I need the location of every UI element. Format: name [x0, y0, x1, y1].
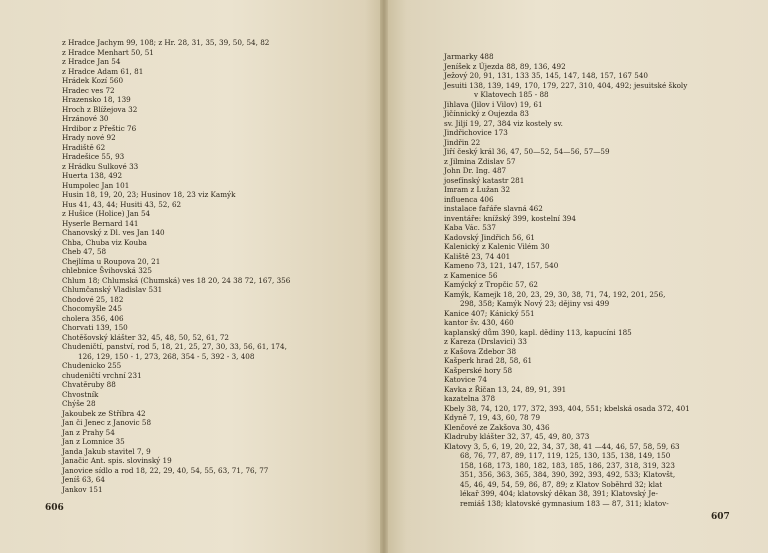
index-entry: Kamýk, Kamejk 18, 20, 23, 29, 30, 38, 71, 74, 192, 201, 256, [444, 289, 666, 299]
index-entry: Humpolec Jan 101 [62, 180, 130, 190]
index-entry: Huerta 138, 492 [62, 171, 123, 180]
index-entry: sv. Jiljí 19, 27, 384 viz kostely sv. [444, 118, 563, 128]
index-entry: Hrazensko 18, 139 [62, 95, 131, 104]
index-entry: 351, 356, 363, 365, 384, 390, 392, 393, 492, 533; Klatovšt, [460, 470, 676, 479]
right-page [384, 0, 768, 553]
index-entry: z Kareza (Drslavici) 33 [444, 337, 527, 346]
index-entry: Chudenicko 255 [62, 361, 122, 370]
index-entry: Kalenický z Kalenic Vilém 30 [444, 242, 550, 251]
index-entry: Chorvati 139, 150 [62, 323, 128, 332]
index-entry: Chlum 18; Chlumská (Chumská) ves 18 20, 24 38 72, 167, 356 [62, 275, 291, 285]
index-entry: Chýše 28 [62, 399, 96, 408]
index-entry: Hradiště 62 [62, 142, 106, 152]
index-entry: Jiří český král 36, 47, 50—52, 54—56, 57—59 [444, 147, 610, 156]
index-entry: Janovice sídlo a rod 18, 22, 29, 40, 54, 55, 63, 71, 76, 77 [62, 465, 269, 475]
index-entry: remiáš 138; klatovské gymnasium 183 — 87, 311; klatov- [460, 498, 669, 508]
index-entry: Hus 41, 43, 44; Husiti 43, 52, 62 [62, 199, 182, 209]
index-entry: Hrádek Kozí 560 [62, 76, 124, 85]
index-entry: Klenčové ze Zakšova 30, 436 [444, 422, 550, 432]
index-entry: Kašperské hory 58 [444, 365, 513, 375]
index-entry: z Hradce Jachym 99, 108; z Hr. 28, 31, 35, 39, 50, 54, 82 [62, 38, 270, 47]
index-entry: z Kašova Zdebor 38 [444, 346, 517, 356]
index-entry: z Hušice (Holice) Jan 54 [62, 209, 151, 218]
index-entry: Chejlíma u Roupova 20, 21 [62, 256, 161, 266]
index-entry: Chocomyšle 245 [62, 304, 122, 313]
index-entry: Kamýcký z Tropčic 57, 62 [444, 280, 538, 289]
index-entry: Ježový 20, 91, 131, 133 35, 145, 147, 148, 157, 167 540 [444, 71, 648, 80]
index-entry: Kadovský Jindřich 56, 61 [444, 232, 535, 242]
index-entry: z Hradce Menhart 50, 51 [62, 47, 154, 57]
index-entry: Kavka z Říčan 13, 24, 89, 91, 391 [444, 384, 567, 394]
right-page-number: 607 [711, 512, 730, 522]
index-entry: Hrdibor z Přeštic 76 [62, 123, 137, 133]
index-entry: Kašperk hrad 28, 58, 61 [444, 356, 533, 365]
index-entry: Chba, Chuba viz Kouba [62, 237, 147, 247]
index-entry: Chotěšovský klášter 32, 45, 48, 50, 52, 61, 72 [62, 332, 229, 342]
index-entry: Klatovy 3, 5, 6, 19, 20, 22, 34, 37, 38, 41 —44, 46, 57, 58, 59, 63 [444, 441, 680, 451]
index-entry: Chanovský z Dl. ves Jan 140 [62, 228, 165, 237]
index-entry: v Klatovech 185 - 88 [474, 90, 549, 99]
index-entry: Hyserle Bernard 141 [62, 218, 139, 228]
index-entry: Jankov 151 [62, 484, 103, 494]
index-entry: Imram z Lužan 32 [444, 185, 511, 194]
index-entry: Jan či Jenec z Janovic 58 [62, 418, 152, 427]
index-entry: instalace fařáře slavná 462 [444, 204, 543, 213]
index-entry: cholera 356, 406 [62, 313, 124, 323]
index-entry: Husin 18, 19, 20, 23; Husinov 18, 23 viz Kamýk [62, 190, 236, 199]
index-entry: Hradec ves 72 [62, 85, 115, 95]
index-entry: Jeníš 63, 64 [62, 475, 105, 484]
index-entry: Jesuiti 138, 139, 149, 170, 179, 227, 310, 404, 492; jesuitské školy [444, 80, 688, 90]
index-entry: Jihlava (Jilov i Vilov) 19, 61 [444, 99, 543, 109]
index-entry: z Hrádku Sulkové 33 [62, 161, 139, 171]
index-entry: Kaba Vác. 537 [444, 223, 496, 232]
index-entry: Chvatěruby 88 [62, 380, 116, 389]
index-entry: 68, 76, 77, 87, 89, 117, 119, 125, 130, 135, 138, 149, 150 [460, 451, 671, 460]
index-entry: z Jilmina Zdislav 57 [444, 156, 516, 166]
index-entry: kazatelna 378 [444, 394, 496, 403]
index-entry: Hrady nové 92 [62, 133, 116, 142]
index-entry: 298, 358; Kamýk Nový 23; dějiny vsi 499 [460, 299, 610, 308]
index-entry: Jakoubek ze Stříbra 42 [62, 408, 146, 418]
index-entry: Chvostník [62, 389, 99, 399]
index-entry: Jarmarky 488 [444, 52, 494, 61]
index-entry: inventáře: knížský 399, kostelní 394 [444, 213, 576, 223]
index-entry: John Dr. Ing. 487 [444, 166, 507, 175]
index-entry: Kameno 73, 121, 147, 157, 540 [444, 261, 559, 270]
index-entry: z Kamenice 56 [444, 270, 498, 280]
index-entry: Chudeničtí, panství, rod 5, 18, 21, 25, 27, 30, 33, 56, 61, 174, [62, 342, 287, 351]
index-entry: Jan z Prahy 54 [62, 427, 115, 437]
index-entry: Janačic Ant. spis. slovinský 19 [62, 456, 172, 465]
left-page-number: 606 [45, 503, 64, 513]
index-entry: 158, 168, 173, 180, 182, 183, 185, 186, 237, 318, 319, 323 [460, 460, 675, 470]
index-entry: chudeničtí vrchní 231 [62, 370, 142, 380]
index-entry: kaplanský dům 390, kapl. dědiny 113, kapucíni 185 [444, 327, 632, 337]
index-entry: Hradešice 55, 93 [62, 152, 125, 161]
index-entry: Jindřichovice 173 [444, 128, 508, 137]
index-entry: Jičínnický z Oujezda 83 [444, 109, 529, 118]
index-entry: Kladruby klášter 32, 37, 45, 49, 80, 373 [444, 432, 590, 441]
left-index-column [62, 38, 290, 494]
index-entry: z Hradce Jan 54 [62, 57, 121, 66]
index-entry: Kbely 38, 74, 120, 177, 372, 393, 404, 551; kbelská osada 372, 401 [444, 403, 690, 413]
index-entry: chlebnice Švihovská 325 [62, 266, 152, 275]
index-entry: Kaliště 23, 74 401 [444, 251, 511, 261]
index-entry: josefínský katastr 281 [444, 175, 525, 185]
index-entry: Jindřin 22 [444, 137, 481, 147]
index-entry: Chlumčanský Vladislav 531 [62, 285, 163, 294]
index-entry: Hroch z Blížejova 32 [62, 104, 138, 114]
index-entry: 45, 46, 49, 54, 59, 86, 87, 89; z Klatov Soběhrd 32; klat [460, 479, 663, 489]
index-entry: kantor šv. 430, 460 [444, 318, 514, 327]
index-entry: Chodové 25, 182 [62, 294, 124, 304]
index-entry: Hrzánové 30 [62, 114, 109, 123]
index-entry: Kdyně 7, 19, 43, 60, 78 79 [444, 413, 541, 422]
index-entry: 126, 129, 150 - 1, 273, 268, 354 - 5, 392 - 3, 408 [78, 351, 255, 361]
index-entry: Janda Jakub stavitel 7, 9 [62, 446, 151, 456]
index-entry: z Hradce Adam 61, 81 [62, 66, 144, 76]
index-entry: lékař 399, 404; klatovský děkan 38, 391; Klatovský Je- [460, 489, 658, 498]
index-entry: Jan z Lomnice 35 [62, 437, 125, 446]
index-entry: influenca 406 [444, 194, 494, 204]
right-index-column [444, 52, 690, 508]
index-entry: Jeníšek z Újezda 88, 89, 136, 492 [444, 61, 566, 71]
index-entry: Kanice 407; Kánický 551 [444, 308, 535, 318]
index-entry: Katovice 74 [444, 375, 487, 384]
book-gutter [380, 0, 388, 553]
index-entry: Cheb 47, 58 [62, 247, 107, 256]
